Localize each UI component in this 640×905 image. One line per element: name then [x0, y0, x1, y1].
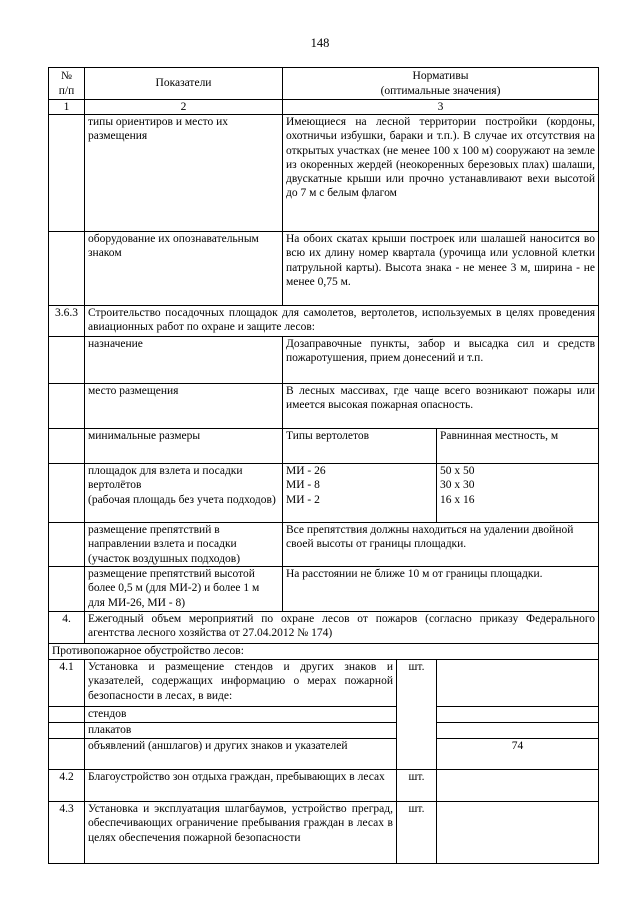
- table-row: [49, 384, 599, 429]
- helicopter-types-header: Типы вертолетов: [283, 429, 437, 464]
- table-row: [49, 567, 599, 612]
- indicator-cell: размещение препятствий высотой более 0,5 м (для МИ-2) и более 1 м для МИ-26, МИ - 8): [85, 567, 283, 612]
- unit-cell: шт.: [397, 770, 437, 802]
- measure-text: Установка и размещение стендов и других знаков и указателей, содержащих информацию о мерах пожарной безопасности в лесах, в виде:: [85, 660, 397, 707]
- norms-table: [48, 67, 599, 864]
- header-indicators: Показатели: [85, 68, 283, 100]
- measure-text: стендов: [85, 707, 397, 723]
- helicopter-types: МИ - 26 МИ - 8 МИ - 2: [283, 464, 437, 523]
- norm-cell: На обоих скатах крыши построек или шалашей наносится во всю их длину номер квартала (урочища или условной клетки патрульной карты). Высота знака - не менее 3 м, ширина - не менее 0,75 м.: [283, 232, 599, 306]
- column-number: 1: [49, 100, 85, 115]
- indicator-cell: площадок для взлета и посадки вертолётов (рабочая площадь без учета подходов): [85, 464, 283, 523]
- indicator-cell: оборудование их опознавательным знаком: [85, 232, 283, 306]
- row-num: [49, 384, 85, 429]
- row-num: 4.: [49, 612, 85, 644]
- column-number: 2: [85, 100, 283, 115]
- table-row: [49, 523, 599, 567]
- row-num: 4.1: [49, 660, 85, 707]
- table-row: [49, 660, 599, 707]
- table-row: [49, 612, 599, 644]
- value-cell: 74: [437, 739, 599, 770]
- row-num: [49, 429, 85, 464]
- measure-text: Благоустройство зон отдыха граждан, пребывающих в лесах: [85, 770, 397, 802]
- table-row: [49, 115, 599, 232]
- table-header-row: [49, 68, 599, 100]
- norm-cell: Все препятствия должны находиться на удалении двойной своей высоты от границы площадки.: [283, 523, 599, 567]
- row-num: 4.2: [49, 770, 85, 802]
- column-number: 3: [283, 100, 599, 115]
- value-cell: [437, 723, 599, 739]
- section-text: Ежегодный объем мероприятий по охране лесов от пожаров (согласно приказу Федерального агентства лесного хозяйства от 27.04.2012 № 174): [85, 612, 599, 644]
- table-row: [49, 707, 599, 723]
- table-row: [49, 337, 599, 384]
- row-num: [49, 464, 85, 523]
- row-num: [49, 523, 85, 567]
- value-cell: [437, 770, 599, 802]
- row-num: [49, 723, 85, 739]
- value-cell: [437, 707, 599, 723]
- row-num: [49, 232, 85, 306]
- row-num: [49, 115, 85, 232]
- row-num: 3.6.3: [49, 306, 85, 337]
- norm-cell: Имеющиеся на лесной территории постройки (кордоны, охотничьи избушки, бараки и т.п.). В случае их отсутствия на открытых участках (не менее 100 х 100 м) сооружают на земле из окоренных жердей (неокоренных березовых плах) шалаши, двускатные крыши или прочно устанавливают вехи высотой до 7 м с белым флагом: [283, 115, 599, 232]
- measure-text: объявлений (аншлагов) и других знаков и указателей: [85, 739, 397, 770]
- value-cell: [437, 660, 599, 707]
- page-number: 148: [310, 36, 330, 50]
- unit-cell: шт.: [397, 660, 437, 770]
- table-row: [49, 802, 599, 864]
- section-heading: Противопожарное обустройство лесов:: [49, 644, 599, 660]
- table-row: [49, 232, 599, 306]
- indicator-cell: место размещения: [85, 384, 283, 429]
- table-row: [49, 429, 599, 464]
- table-row: [49, 770, 599, 802]
- value-cell: [437, 802, 599, 864]
- indicator-cell: назначение: [85, 337, 283, 384]
- section-text: Строительство посадочных площадок для самолетов, вертолетов, используемых в целях проведения авиационных работ по охране и защите лесов:: [85, 306, 599, 337]
- header-norms: Нормативы (оптимальные значения): [283, 68, 599, 100]
- table-row: [49, 739, 599, 770]
- row-num: [49, 567, 85, 612]
- table-row: [49, 464, 599, 523]
- header-num: № п/п: [49, 68, 85, 100]
- row-num: [49, 707, 85, 723]
- measure-text: плакатов: [85, 723, 397, 739]
- indicator-cell: типы ориентиров и место их размещения: [85, 115, 283, 232]
- measure-text: Установка и эксплуатация шлагбаумов, устройство преград, обеспечивающих ограничение пребывания граждан в лесах в целях обеспечения пожарной безопасности: [85, 802, 397, 864]
- indicator-cell: размещение препятствий в направлении взлета и посадки (участок воздушных подходов): [85, 523, 283, 567]
- row-num: [49, 337, 85, 384]
- row-num: 4.3: [49, 802, 85, 864]
- norm-cell: Дозаправочные пункты, забор и высадка сил и средств пожаротушения, прием донесений и т.п.: [283, 337, 599, 384]
- norm-cell: В лесных массивах, где чаще всего возникают пожары или имеется высокая пожарная опасность.: [283, 384, 599, 429]
- table-row: [49, 644, 599, 660]
- unit-cell: шт.: [397, 802, 437, 864]
- row-num: [49, 739, 85, 770]
- norm-cell: На расстоянии не ближе 10 м от границы площадки.: [283, 567, 599, 612]
- indicator-cell: минимальные размеры: [85, 429, 283, 464]
- table-row: [49, 723, 599, 739]
- site-sizes: 50 х 50 30 х 30 16 х 16: [437, 464, 599, 523]
- column-number-row: [49, 100, 599, 115]
- table-row: [49, 306, 599, 337]
- flat-terrain-header: Равнинная местность, м: [437, 429, 599, 464]
